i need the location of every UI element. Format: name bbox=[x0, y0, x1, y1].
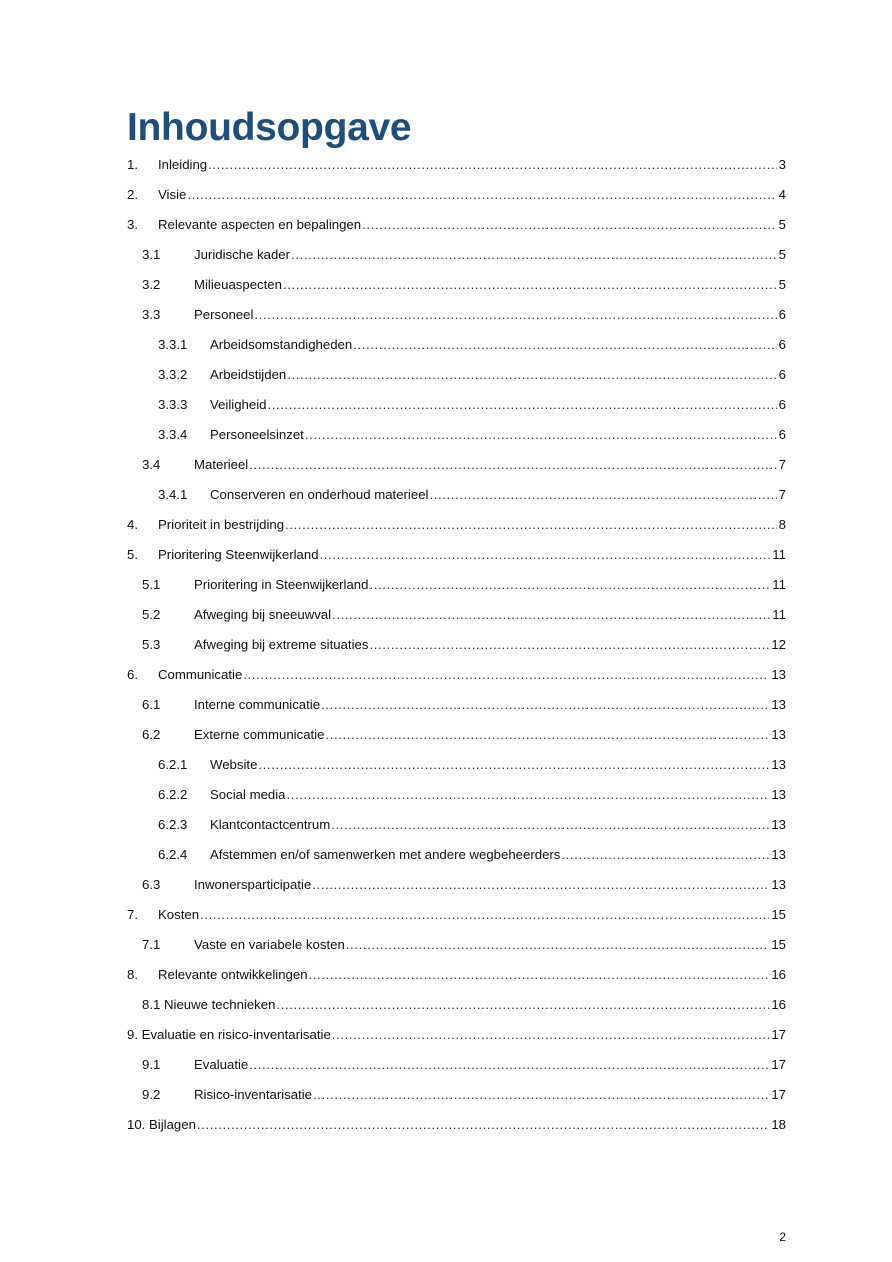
toc-entry-label: Interne communicatie bbox=[194, 697, 321, 712]
toc-entry[interactable] bbox=[127, 870, 786, 900]
toc-entry-label: Website bbox=[210, 757, 258, 772]
dot-leader bbox=[320, 540, 771, 570]
toc-entry-label: Juridische kader bbox=[194, 247, 291, 262]
toc-entry-label: 9. Evaluatie en risico-inventarisatie bbox=[127, 1027, 331, 1042]
toc-entry-label: Prioritering Steenwijkerland bbox=[158, 547, 319, 562]
toc-entry[interactable] bbox=[127, 420, 786, 450]
toc-entry-page: 15 bbox=[771, 937, 786, 952]
dot-leader bbox=[258, 750, 769, 780]
toc-entry-label: Relevante aspecten en bepalingen bbox=[158, 217, 362, 232]
toc-entry-number: 6.2 bbox=[142, 727, 161, 742]
toc-entry-number: 9.2 bbox=[142, 1087, 161, 1102]
page-title: Inhoudsopgave bbox=[127, 106, 412, 149]
toc-entry-page: 13 bbox=[771, 817, 786, 832]
dot-leader bbox=[200, 900, 769, 930]
dot-leader bbox=[369, 570, 770, 600]
toc-entry-number: 3.3.4 bbox=[158, 427, 188, 442]
toc-entry[interactable] bbox=[127, 540, 786, 570]
toc-entry-label: Inwonersparticipatie bbox=[194, 877, 312, 892]
toc-entry-label: Visie bbox=[158, 187, 187, 202]
dot-leader bbox=[332, 1020, 770, 1050]
toc-entry-page: 11 bbox=[772, 577, 786, 592]
toc-entry-label: Afstemmen en/of samenwerken met andere wegbeheerders bbox=[210, 847, 561, 862]
toc-entry-page: 6 bbox=[778, 367, 786, 382]
toc-entry[interactable] bbox=[127, 630, 786, 660]
dot-leader bbox=[321, 690, 769, 720]
dot-leader bbox=[254, 300, 776, 330]
toc-entry[interactable] bbox=[127, 780, 786, 810]
toc-entry-number: 3.2 bbox=[142, 277, 161, 292]
toc-entry-label: Klantcontactcentrum bbox=[210, 817, 331, 832]
dot-leader bbox=[353, 330, 776, 360]
dot-leader bbox=[283, 270, 777, 300]
dot-leader bbox=[331, 810, 769, 840]
toc-entry-page: 17 bbox=[771, 1027, 786, 1042]
toc-entry-label: Materieel bbox=[194, 457, 249, 472]
toc-entry-number: 3.4 bbox=[142, 457, 161, 472]
toc-entry-number: 1. bbox=[127, 157, 138, 172]
toc-entry-number: 6.2.2 bbox=[158, 787, 188, 802]
toc-entry-number: 6.1 bbox=[142, 697, 161, 712]
dot-leader bbox=[332, 600, 770, 630]
toc-entry[interactable] bbox=[127, 660, 786, 690]
toc-entry-label: Afweging bij sneeuwval bbox=[194, 607, 332, 622]
toc-entry[interactable] bbox=[127, 390, 786, 420]
dot-leader bbox=[197, 1110, 769, 1140]
dot-leader bbox=[429, 480, 776, 510]
toc-entry[interactable] bbox=[127, 150, 786, 180]
toc-entry[interactable] bbox=[127, 210, 786, 240]
toc-entry[interactable] bbox=[127, 720, 786, 750]
toc-entry[interactable] bbox=[127, 960, 786, 990]
toc-entry-page: 6 bbox=[778, 397, 786, 412]
toc-entry-page: 13 bbox=[771, 697, 786, 712]
dot-leader bbox=[276, 990, 769, 1020]
toc-entry-label: Personeelsinzet bbox=[210, 427, 304, 442]
toc-entry-page: 8 bbox=[778, 517, 786, 532]
toc-entry[interactable] bbox=[127, 480, 786, 510]
toc-entry-page: 13 bbox=[771, 757, 786, 772]
dot-leader bbox=[312, 870, 769, 900]
dot-leader bbox=[208, 150, 777, 180]
toc-entry-label: Evaluatie bbox=[194, 1057, 249, 1072]
toc-entry-number: 3.3 bbox=[142, 307, 161, 322]
toc-entry-label: Arbeidstijden bbox=[210, 367, 287, 382]
toc-entry-label: Social media bbox=[210, 787, 286, 802]
toc-entry-page: 5 bbox=[778, 247, 786, 262]
toc-entry-number: 3. bbox=[127, 217, 138, 232]
toc-entry-label: Vaste en variabele kosten bbox=[194, 937, 345, 952]
toc-entry-page: 18 bbox=[771, 1117, 786, 1132]
toc-entry-page: 7 bbox=[778, 487, 786, 502]
dot-leader bbox=[369, 630, 769, 660]
toc-entry-number: 2. bbox=[127, 187, 138, 202]
dot-leader bbox=[287, 780, 770, 810]
toc-entry-page: 15 bbox=[771, 907, 786, 922]
toc-entry-label: Personeel bbox=[194, 307, 254, 322]
dot-leader bbox=[249, 450, 776, 480]
dot-leader bbox=[291, 240, 777, 270]
toc-entry[interactable] bbox=[127, 810, 786, 840]
toc-entry-label: Veiligheid bbox=[210, 397, 267, 412]
toc-entry[interactable] bbox=[127, 690, 786, 720]
toc-entry-label: Risico-inventarisatie bbox=[194, 1087, 312, 1102]
dot-leader bbox=[243, 660, 769, 690]
toc-entry-page: 6 bbox=[778, 337, 786, 352]
toc-entry-number: 3.1 bbox=[142, 247, 161, 262]
toc-entry-label: Externe communicatie bbox=[194, 727, 325, 742]
toc-entry-label: 8.1 Nieuwe technieken bbox=[142, 997, 276, 1012]
toc-entry[interactable] bbox=[127, 270, 786, 300]
toc-entry-page: 13 bbox=[771, 877, 786, 892]
toc-entry[interactable] bbox=[127, 510, 786, 540]
dot-leader bbox=[287, 360, 776, 390]
dot-leader bbox=[325, 720, 769, 750]
toc-entry-number: 6.3 bbox=[142, 877, 161, 892]
toc-entry-label: 10. Bijlagen bbox=[127, 1117, 196, 1132]
toc-entry-page: 17 bbox=[771, 1087, 786, 1102]
toc-entry-number: 5.1 bbox=[142, 577, 161, 592]
toc-entry-number: 4. bbox=[127, 517, 138, 532]
toc-entry[interactable] bbox=[127, 1080, 786, 1110]
toc-entry[interactable] bbox=[127, 600, 786, 630]
toc-entry[interactable] bbox=[127, 180, 786, 210]
toc-entry-page: 13 bbox=[771, 787, 786, 802]
toc-entry-label: Prioriteit in bestrijding bbox=[158, 517, 285, 532]
toc-entry[interactable] bbox=[127, 900, 786, 930]
toc-entry-number: 7. bbox=[127, 907, 138, 922]
dot-leader bbox=[305, 420, 777, 450]
page-number: 2 bbox=[779, 1230, 786, 1244]
toc-entry-number: 3.3.1 bbox=[158, 337, 188, 352]
toc-entry-page: 6 bbox=[778, 307, 786, 322]
toc-entry-label: Prioritering in Steenwijkerland bbox=[194, 577, 369, 592]
toc-entry-label: Inleiding bbox=[158, 157, 208, 172]
toc-entry[interactable] bbox=[127, 990, 786, 1020]
toc-entry-number: 6.2.3 bbox=[158, 817, 188, 832]
toc-entry-page: 13 bbox=[771, 727, 786, 742]
toc-entry-number: 3.3.2 bbox=[158, 367, 188, 382]
toc-entry-label: Relevante ontwikkelingen bbox=[158, 967, 308, 982]
toc-entry-number: 3.3.3 bbox=[158, 397, 188, 412]
toc-entry-page: 11 bbox=[772, 607, 786, 622]
dot-leader bbox=[285, 510, 777, 540]
toc-entry-label: Communicatie bbox=[158, 667, 243, 682]
toc-entry-page: 16 bbox=[771, 967, 786, 982]
toc-entry[interactable] bbox=[127, 450, 786, 480]
toc-entry[interactable] bbox=[127, 840, 786, 870]
toc-entry-label: Afweging bij extreme situaties bbox=[194, 637, 369, 652]
dot-leader bbox=[187, 180, 776, 210]
toc-entry[interactable] bbox=[127, 1110, 786, 1140]
dot-leader bbox=[267, 390, 776, 420]
dot-leader bbox=[346, 930, 770, 960]
toc-entry-number: 5.2 bbox=[142, 607, 161, 622]
toc-entry-page: 13 bbox=[771, 847, 786, 862]
toc-entry-page: 7 bbox=[778, 457, 786, 472]
toc-entry-page: 12 bbox=[771, 637, 786, 652]
toc-entry-page: 6 bbox=[778, 427, 786, 442]
toc-entry[interactable] bbox=[127, 1020, 786, 1050]
toc-entry-number: 5.3 bbox=[142, 637, 161, 652]
toc-entry[interactable] bbox=[127, 750, 786, 780]
dot-leader bbox=[313, 1080, 769, 1110]
toc-entry[interactable] bbox=[127, 240, 786, 270]
toc-entry-number: 7.1 bbox=[142, 937, 161, 952]
dot-leader bbox=[249, 1050, 769, 1080]
toc-entry[interactable] bbox=[127, 330, 786, 360]
toc-entry[interactable] bbox=[127, 570, 786, 600]
toc-entry-label: Milieuaspecten bbox=[194, 277, 282, 292]
dot-leader bbox=[309, 960, 770, 990]
toc-entry-page: 13 bbox=[771, 667, 786, 682]
toc-entry-page: 16 bbox=[771, 997, 786, 1012]
toc-entry-number: 8. bbox=[127, 967, 138, 982]
toc-entry-page: 4 bbox=[778, 187, 786, 202]
toc-entry-page: 3 bbox=[778, 157, 786, 172]
toc-entry-number: 3.4.1 bbox=[158, 487, 188, 502]
toc-entry-label: Kosten bbox=[158, 907, 200, 922]
toc-entry[interactable] bbox=[127, 360, 786, 390]
dot-leader bbox=[362, 210, 777, 240]
toc-entry-label: Arbeidsomstandigheden bbox=[210, 337, 353, 352]
toc-entry-number: 6.2.4 bbox=[158, 847, 188, 862]
toc-entry[interactable] bbox=[127, 300, 786, 330]
toc-entry-page: 5 bbox=[778, 277, 786, 292]
table-of-contents bbox=[127, 150, 786, 1140]
toc-entry-number: 9.1 bbox=[142, 1057, 161, 1072]
toc-entry-number: 6.2.1 bbox=[158, 757, 188, 772]
toc-entry[interactable] bbox=[127, 1050, 786, 1080]
toc-entry[interactable] bbox=[127, 930, 786, 960]
dot-leader bbox=[561, 840, 769, 870]
toc-entry-page: 17 bbox=[771, 1057, 786, 1072]
toc-entry-label: Conserveren en onderhoud materieel bbox=[210, 487, 429, 502]
toc-entry-number: 5. bbox=[127, 547, 138, 562]
toc-entry-number: 6. bbox=[127, 667, 138, 682]
toc-entry-page: 5 bbox=[778, 217, 786, 232]
toc-entry-page: 11 bbox=[772, 547, 786, 562]
